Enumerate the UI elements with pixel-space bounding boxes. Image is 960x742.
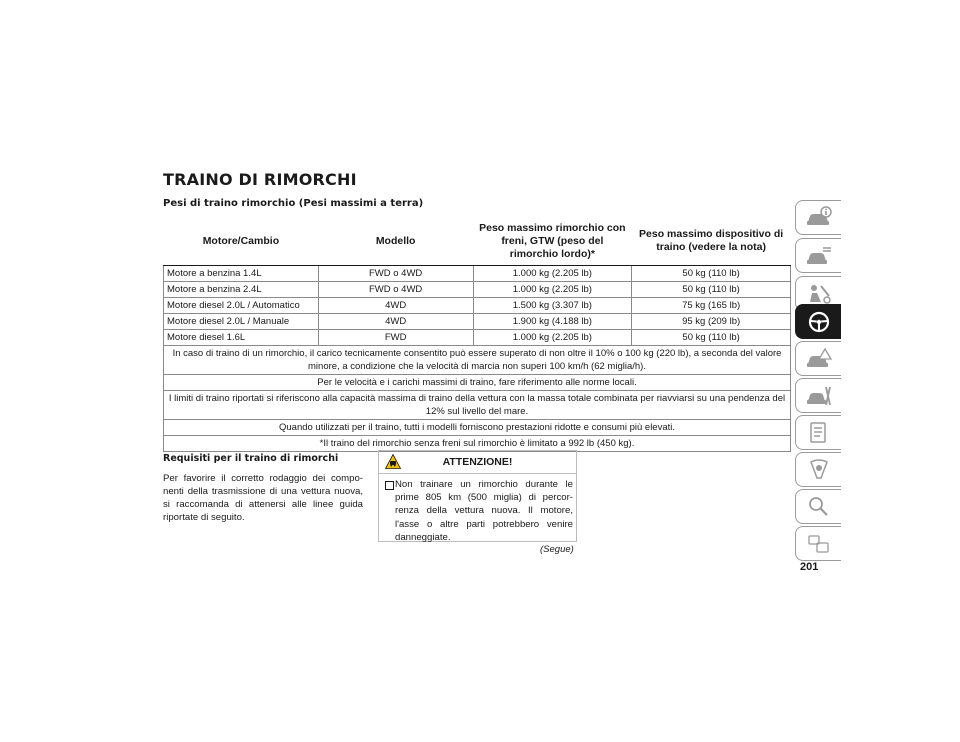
tab-index[interactable]: [795, 489, 841, 524]
steering-wheel-icon: [805, 310, 833, 334]
model-cell: FWD o 4WD: [318, 266, 473, 282]
table-row: [164, 330, 791, 346]
model-cell: 4WD: [318, 298, 473, 314]
tab-multimedia[interactable]: [795, 452, 841, 487]
warning-text: Non trainare un rimorchio durante le prime 805 km (500 miglia) di percor-renza della vettura nuova. Il motore, l'asse o altre parti potrebbero venire danneggiate.: [395, 479, 573, 543]
table-note-row: [164, 420, 791, 436]
engine-cell: Motore a benzina 1.4L: [164, 266, 319, 282]
tongue-weight-cell: 50 kg (110 lb): [632, 282, 791, 298]
car-emergency-icon: [805, 347, 833, 371]
trailer-weight-cell: 1.000 kg (2.205 lb): [473, 330, 632, 346]
column-header: Peso massimo rimorchio con freni, GTW (peso del rimorchio lordo)*: [473, 217, 632, 266]
tab-car-info[interactable]: [795, 200, 841, 235]
requirements-paragraph: Per favorire il corretto rodaggio dei compo-nenti della trasmissione di una vettura nuova, si raccomanda di attenersi alle linee guida riportate di seguito.: [163, 473, 363, 523]
continued-label: (Segue): [540, 544, 574, 555]
table-note-row: [164, 391, 791, 420]
trailer-weight-cell: 1.900 kg (4.188 lb): [473, 314, 632, 330]
trailer-weight-cell: 1.500 kg (3.307 lb): [473, 298, 632, 314]
tongue-weight-cell: 75 kg (165 lb): [632, 298, 791, 314]
tongue-weight-cell: 50 kg (110 lb): [632, 266, 791, 282]
page-number: 201: [800, 561, 819, 573]
languages-icon: [805, 532, 833, 556]
model-cell: FWD: [318, 330, 473, 346]
table-row: [164, 298, 791, 314]
tab-specifications[interactable]: [795, 415, 841, 450]
warning-title: ATTENZIONE!: [442, 456, 513, 468]
table-note-row: [164, 375, 791, 391]
car-info-icon: [805, 206, 833, 230]
trailer-weight-cell: 1.000 kg (2.205 lb): [473, 282, 632, 298]
section-subtitle: Pesi di traino rimorchio (Pesi massimi a terra): [163, 198, 424, 209]
multimedia-icon: [805, 458, 833, 482]
column-header: Modello: [318, 217, 473, 266]
model-cell: FWD o 4WD: [318, 282, 473, 298]
table-row: [164, 266, 791, 282]
tab-car-lights[interactable]: [795, 238, 841, 273]
table-note: Quando utilizzati per il traino, tutti i modelli forniscono prestazioni ridotte e consumi più elevati.: [164, 420, 791, 436]
tongue-weight-cell: 50 kg (110 lb): [632, 330, 791, 346]
table-note: *Il traino del rimorchio senza freni sul rimorchio è limitato a 992 lb (450 kg).: [164, 436, 791, 452]
engine-cell: Motore diesel 1.6L: [164, 330, 319, 346]
table-note: I limiti di traino riportati si riferiscono alla capacità massima di traino della vettura con la massa totale combinata per riavviarsi su una pendenza del 12% sul livello del mare.: [164, 391, 791, 420]
column-header: Peso massimo dispositivo di traino (vedere la nota): [632, 217, 791, 266]
engine-cell: Motore a benzina 2.4L: [164, 282, 319, 298]
tab-car-service[interactable]: [795, 378, 841, 413]
warning-box: [378, 450, 577, 542]
car-service-icon: [805, 384, 833, 408]
bullet-square-icon: [385, 481, 394, 490]
tab-starting-and-operating[interactable]: [795, 304, 841, 339]
trailer-weight-cell: 1.000 kg (2.205 lb): [473, 266, 632, 282]
tab-languages[interactable]: [795, 526, 841, 561]
table-row: [164, 314, 791, 330]
engine-cell: Motore diesel 2.0L / Automatico: [164, 298, 319, 314]
table-note: In caso di traino di un rimorchio, il carico tecnicamente consentito può essere superato di non oltre il 10% o 100 kg (220 lb), a seconda del valore minore, a condizione che la velocità di marcia non superi 100 km/h (62 miglia/h).: [164, 346, 791, 375]
requirements-heading: Requisiti per il traino di rimorchi: [163, 453, 339, 464]
page-title: TRAINO DI RIMORCHI: [163, 170, 357, 189]
car-safety-icon: [805, 282, 833, 306]
search-index-icon: [805, 495, 833, 519]
table-row: [164, 282, 791, 298]
specifications-icon: [805, 421, 833, 445]
table-note: Per le velocità e i carichi massimi di traino, fare riferimento alle norme locali.: [164, 375, 791, 391]
table-note-row: [164, 346, 791, 375]
car-lights-icon: [805, 244, 833, 268]
towing-weights-table: [163, 217, 791, 452]
tab-car-emergency[interactable]: [795, 341, 841, 376]
engine-cell: Motore diesel 2.0L / Manuale: [164, 314, 319, 330]
model-cell: 4WD: [318, 314, 473, 330]
tongue-weight-cell: 95 kg (209 lb): [632, 314, 791, 330]
column-header: Motore/Cambio: [164, 217, 319, 266]
table-header-row: [164, 217, 791, 266]
warning-header: [379, 451, 576, 474]
